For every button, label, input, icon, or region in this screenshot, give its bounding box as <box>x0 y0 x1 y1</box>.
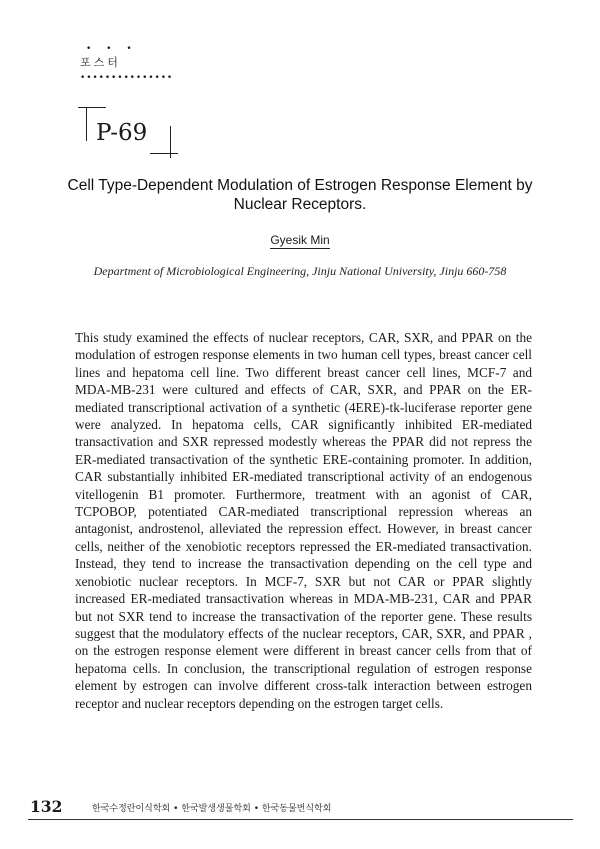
poster-id: P-69 <box>96 120 148 146</box>
poster-id-corner-line <box>78 107 106 108</box>
footer-societies: 한국수정란이식학회 • 한국발생생물학회 • 한국동물번식학회 <box>92 804 332 814</box>
section-tag-dots-underline: ••••••••••••••• <box>80 73 174 83</box>
footer-rule <box>28 819 573 820</box>
poster-id-corner-line <box>170 126 171 158</box>
section-tag-dots: • • • <box>86 44 138 54</box>
affiliation: Department of Microbiological Engineering, Jinju National University, Jinju 660-758 <box>93 264 507 278</box>
paper-title: Cell Type-Dependent Modulation of Estrogen Response Element by Nuclear Receptors. <box>67 177 533 213</box>
poster-id-corner-line <box>86 107 87 141</box>
author <box>150 232 450 248</box>
author-name: Gyesik Min <box>270 233 330 247</box>
section-tag-label: 포스터 <box>80 56 121 69</box>
section-tag <box>80 45 180 83</box>
page-number: 132 <box>30 797 63 816</box>
poster-id-corner-line <box>150 153 178 154</box>
abstract-body: This study examined the effects of nuclear receptors, CAR, SXR, and PPAR on the modulation of estrogen response elements in two human cell types, breast cancer cell lines and hepatoma cell line. Two different breast cancer cell lines, MCF-7 and MDA-MB-231 were cultured and effects of CAR, SXR, and PPAR on the ER-mediated transcriptional activation of a synthetic (4ERE)-tk-luciferase reporter gene were analyzed. In hepatoma cells, CAR significantly inhibited ER-mediated transactivation and SXR repressed modestly whereas the PPAR did not repress the ER-mediated transactivation of the synthetic ERE-containing promoter. In addition, CAR substantially inhibited ER-mediated transcriptional activity of an endogenous vitellogenin B1 promoter. Furthermore, treatment with an agonist of CAR, TCPOBOP, potentiated CAR-mediated transcriptional repression whereas an antagonist, androstenol, alleviated the repression effect. However, in breast cancer cells, neither of the xenobiotic receptors repressed the ER-mediated transactivation. Instead, they tend to increase the transactivation depending on the cell type and xenobiotic nuclear receptors. In MCF-7, SXR but not CAR or PPAR slightly increased ER-mediated transactivation whereas in MDA-MB-231, CAR and PPAR but not SXR tend to increase the transactivation of the reporter gene. These results suggest that the modulatory effects of the nuclear receptors, CAR, SXR, and PPAR , on the estrogen response element were different in breast cancer cells from that of hepatoma cells. In conclusion, the transcriptional regulation of estrogen response element by estrogen can involve different cross-talk interaction between estrogen receptor and nuclear receptors depending on the estrogen target cells. <box>75 330 532 711</box>
poster-id-block <box>78 103 188 161</box>
